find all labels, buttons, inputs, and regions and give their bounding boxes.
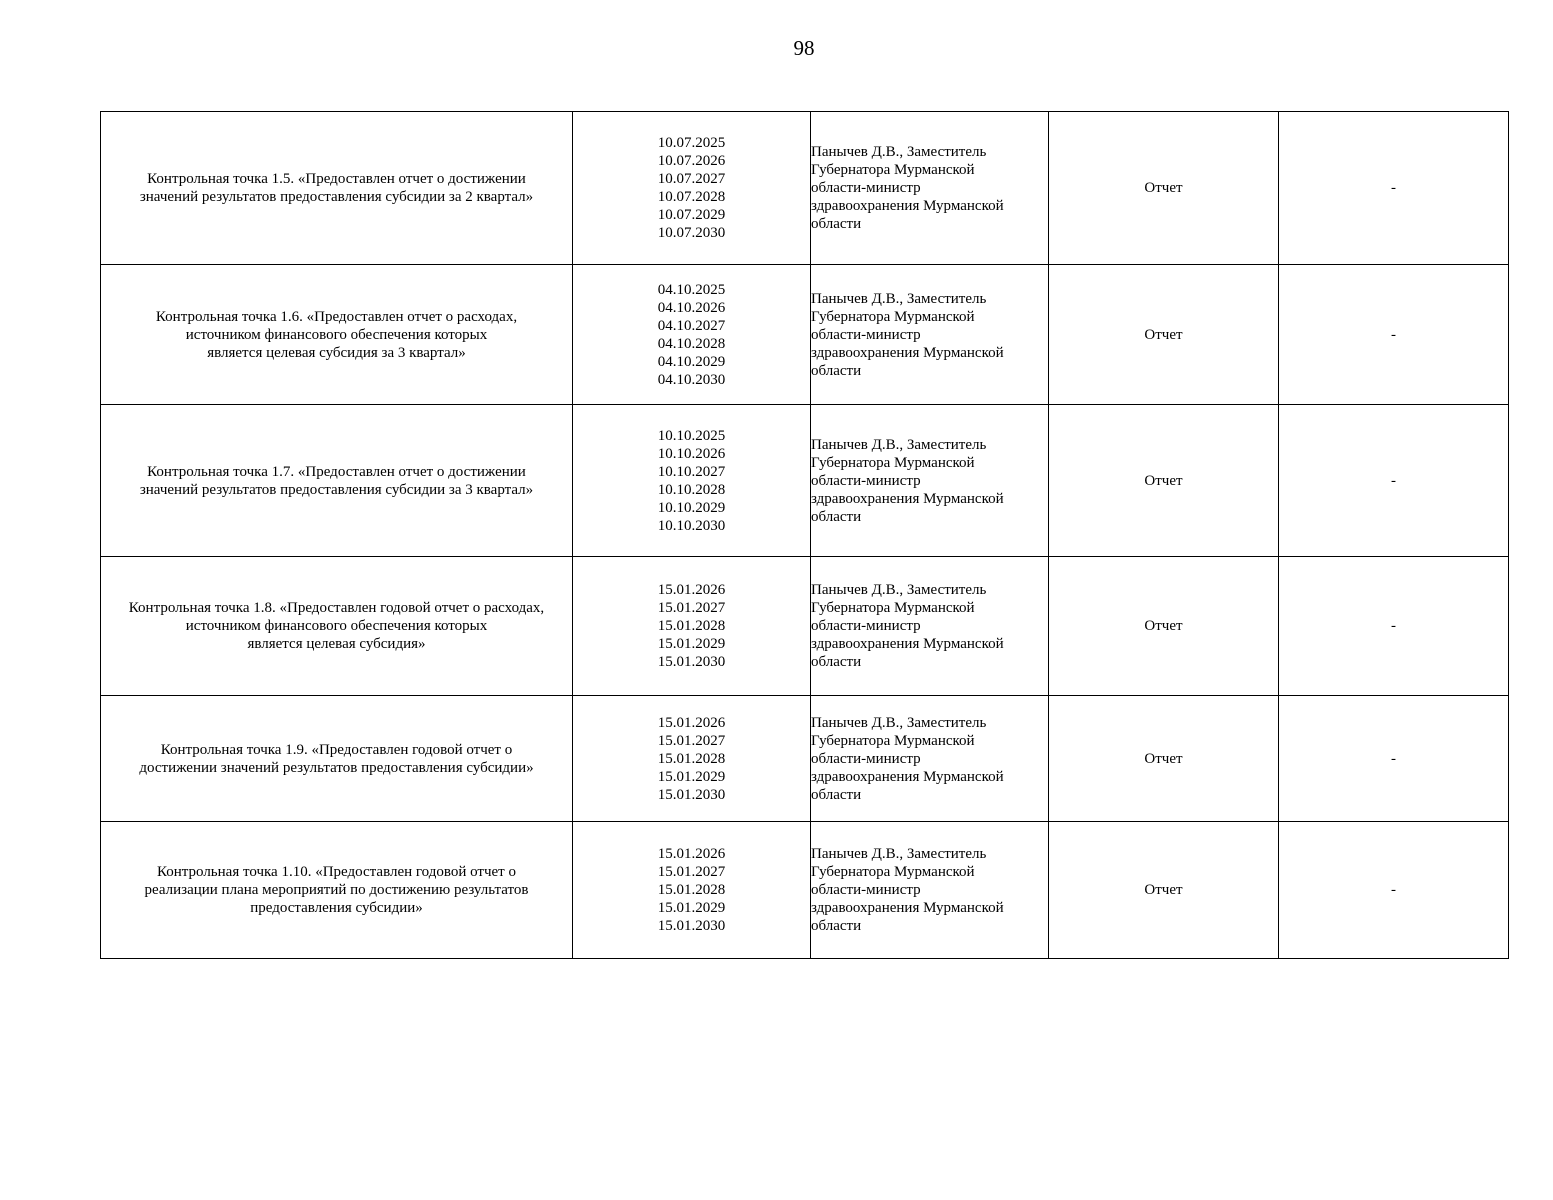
- deadline-date: 15.01.2029: [657, 636, 726, 652]
- deadline-date: 10.07.2027: [657, 171, 726, 187]
- responsible-person-line: области-министр: [811, 472, 921, 489]
- deadline-date: 10.07.2026: [657, 153, 726, 169]
- control-point-text-line: Контрольная точка 1.5. «Предоставлен отчет о достижении: [147, 171, 526, 187]
- responsible-person-line: здравоохранения Мурманской: [811, 900, 1004, 916]
- control-point-text-line: является целевая субсидия»: [247, 636, 426, 652]
- control-point-text-line: является целевая субсидия за 3 квартал»: [207, 344, 466, 361]
- control-point-cell: [101, 405, 573, 557]
- control-point-text-line: Контрольная точка 1.10. «Предоставлен годовой отчет о: [157, 864, 516, 880]
- deadline-date: 15.01.2028: [657, 618, 726, 634]
- deadline-date: 04.10.2030: [657, 371, 726, 388]
- deadline-dates-cell: [573, 557, 811, 696]
- responsible-person-line: Губернатора Мурманской: [811, 864, 975, 880]
- responsible-person-line: области-министр: [811, 882, 921, 898]
- table-row: [101, 112, 1509, 265]
- document-type-cell: Отчет: [1049, 822, 1279, 959]
- note-cell: -: [1279, 557, 1509, 696]
- responsible-person-text: [811, 581, 1023, 671]
- responsible-person-line: области-министр: [811, 180, 921, 196]
- deadline-date: 15.01.2028: [657, 750, 726, 767]
- note-cell: -: [1279, 265, 1509, 405]
- deadline-dates-cell: [573, 822, 811, 959]
- document-type-cell: Отчет: [1049, 557, 1279, 696]
- responsible-person-line: Губернатора Мурманской: [811, 732, 975, 749]
- control-point-cell: [101, 557, 573, 696]
- responsible-person-text: [811, 845, 1023, 935]
- responsible-person-line: области: [811, 508, 862, 525]
- table-row: [101, 557, 1509, 696]
- deadline-date: 04.10.2025: [657, 281, 726, 298]
- responsible-person-text: [811, 290, 1023, 380]
- deadline-date: 04.10.2028: [657, 335, 726, 352]
- deadline-date: 10.10.2027: [657, 463, 726, 480]
- responsible-person-line: Панычев Д.В., Заместитель: [811, 144, 987, 160]
- responsible-person-line: здравоохранения Мурманской: [811, 636, 1004, 652]
- deadline-date: 15.01.2030: [657, 918, 726, 934]
- deadline-date: 15.01.2026: [657, 582, 726, 598]
- responsible-person-line: Панычев Д.В., Заместитель: [811, 582, 987, 598]
- control-point-text-line: Контрольная точка 1.7. «Предоставлен отчет о достижении: [147, 463, 526, 480]
- table-row: [101, 405, 1509, 557]
- deadline-date: 15.01.2026: [657, 846, 726, 862]
- deadline-date: 10.10.2028: [657, 481, 726, 498]
- control-point-cell: [101, 265, 573, 405]
- responsible-person-line: Губернатора Мурманской: [811, 162, 975, 178]
- control-point-text-line: Контрольная точка 1.8. «Предоставлен годовой отчет о расходах,: [128, 600, 545, 616]
- deadline-date: 15.01.2028: [657, 882, 726, 898]
- control-point-text-line: реализации плана мероприятий по достижению результатов: [144, 882, 529, 898]
- control-point-cell: [101, 112, 573, 265]
- responsible-person-line: Панычев Д.В., Заместитель: [811, 846, 987, 862]
- table-row: [101, 822, 1509, 959]
- responsible-person-line: Панычев Д.В., Заместитель: [811, 714, 987, 731]
- responsible-person-text: [811, 714, 1023, 804]
- document-type-cell: Отчет: [1049, 112, 1279, 265]
- responsible-person-text: [811, 143, 1023, 233]
- deadline-date: 15.01.2030: [657, 786, 726, 803]
- table-body: [101, 112, 1509, 959]
- page-number: 98: [793, 36, 815, 60]
- responsible-person-cell: [811, 265, 1049, 405]
- responsible-person-line: области: [811, 918, 862, 934]
- deadline-date: 10.07.2030: [657, 225, 726, 241]
- control-point-text-line: источником финансового обеспечения которых: [185, 326, 488, 343]
- deadline-date: 10.07.2025: [657, 135, 726, 151]
- document-type-cell: Отчет: [1049, 405, 1279, 557]
- responsible-person-cell: [811, 822, 1049, 959]
- deadline-date: 10.07.2029: [657, 207, 726, 223]
- responsible-person-line: здравоохранения Мурманской: [811, 490, 1004, 507]
- deadline-date: 15.01.2027: [657, 600, 726, 616]
- deadline-date: 15.01.2029: [657, 768, 726, 785]
- responsible-person-line: области: [811, 216, 862, 232]
- responsible-person-line: области-министр: [811, 326, 921, 343]
- deadline-date: 15.01.2027: [657, 732, 726, 749]
- deadline-date: 04.10.2026: [657, 299, 726, 316]
- deadline-date: 15.01.2029: [657, 900, 726, 916]
- deadline-date: 10.10.2025: [657, 427, 726, 444]
- responsible-person-cell: [811, 405, 1049, 557]
- responsible-person-line: области: [811, 786, 862, 803]
- deadline-dates-cell: [573, 112, 811, 265]
- responsible-person-cell: [811, 557, 1049, 696]
- deadline-date: 10.10.2029: [657, 499, 726, 516]
- deadline-dates-cell: [573, 696, 811, 822]
- deadline-date: 15.01.2026: [657, 714, 726, 731]
- table-row: [101, 265, 1509, 405]
- deadline-dates-cell: [573, 405, 811, 557]
- responsible-person-text: [811, 436, 1023, 526]
- responsible-person-line: Панычев Д.В., Заместитель: [811, 290, 987, 307]
- deadline-date: 15.01.2027: [657, 864, 726, 880]
- responsible-person-line: области-министр: [811, 618, 921, 634]
- responsible-person-line: области-министр: [811, 750, 921, 767]
- document-type-cell: Отчет: [1049, 696, 1279, 822]
- control-point-text-line: Контрольная точка 1.6. «Предоставлен отчет о расходах,: [155, 308, 518, 325]
- control-point-text-line: значений результатов предоставления субсидии за 3 квартал»: [139, 481, 534, 498]
- control-point-cell: [101, 822, 573, 959]
- note-cell: -: [1279, 112, 1509, 265]
- control-points-table: [100, 111, 1509, 959]
- control-point-text-line: значений результатов предоставления субсидии за 2 квартал»: [139, 189, 534, 205]
- document-type-cell: Отчет: [1049, 265, 1279, 405]
- control-point-cell: [101, 696, 573, 822]
- note-cell: -: [1279, 822, 1509, 959]
- deadline-date: 10.07.2028: [657, 189, 726, 205]
- responsible-person-line: Губернатора Мурманской: [811, 600, 975, 616]
- deadline-date: 04.10.2027: [657, 317, 726, 334]
- note-cell: -: [1279, 405, 1509, 557]
- responsible-person-line: здравоохранения Мурманской: [811, 768, 1004, 785]
- control-point-text-line: предоставления субсидии»: [250, 900, 423, 916]
- deadline-date: 10.10.2030: [657, 517, 726, 534]
- deadline-date: 10.10.2026: [657, 445, 726, 462]
- deadline-date: 15.01.2030: [657, 654, 726, 670]
- responsible-person-line: здравоохранения Мурманской: [811, 198, 1004, 214]
- responsible-person-line: Панычев Д.В., Заместитель: [811, 436, 987, 453]
- control-point-text-line: источником финансового обеспечения которых: [185, 618, 488, 634]
- responsible-person-line: здравоохранения Мурманской: [811, 344, 1004, 361]
- deadline-dates-cell: [573, 265, 811, 405]
- responsible-person-cell: [811, 696, 1049, 822]
- table-row: [101, 696, 1509, 822]
- responsible-person-line: Губернатора Мурманской: [811, 454, 975, 471]
- control-point-text-line: достижении значений результатов предоставления субсидии»: [139, 759, 534, 776]
- control-point-text-line: Контрольная точка 1.9. «Предоставлен годовой отчет о: [160, 741, 513, 758]
- responsible-person-line: Губернатора Мурманской: [811, 308, 975, 325]
- note-cell: -: [1279, 696, 1509, 822]
- deadline-date: 04.10.2029: [657, 353, 726, 370]
- responsible-person-line: области: [811, 654, 862, 670]
- responsible-person-line: области: [811, 362, 862, 379]
- responsible-person-cell: [811, 112, 1049, 265]
